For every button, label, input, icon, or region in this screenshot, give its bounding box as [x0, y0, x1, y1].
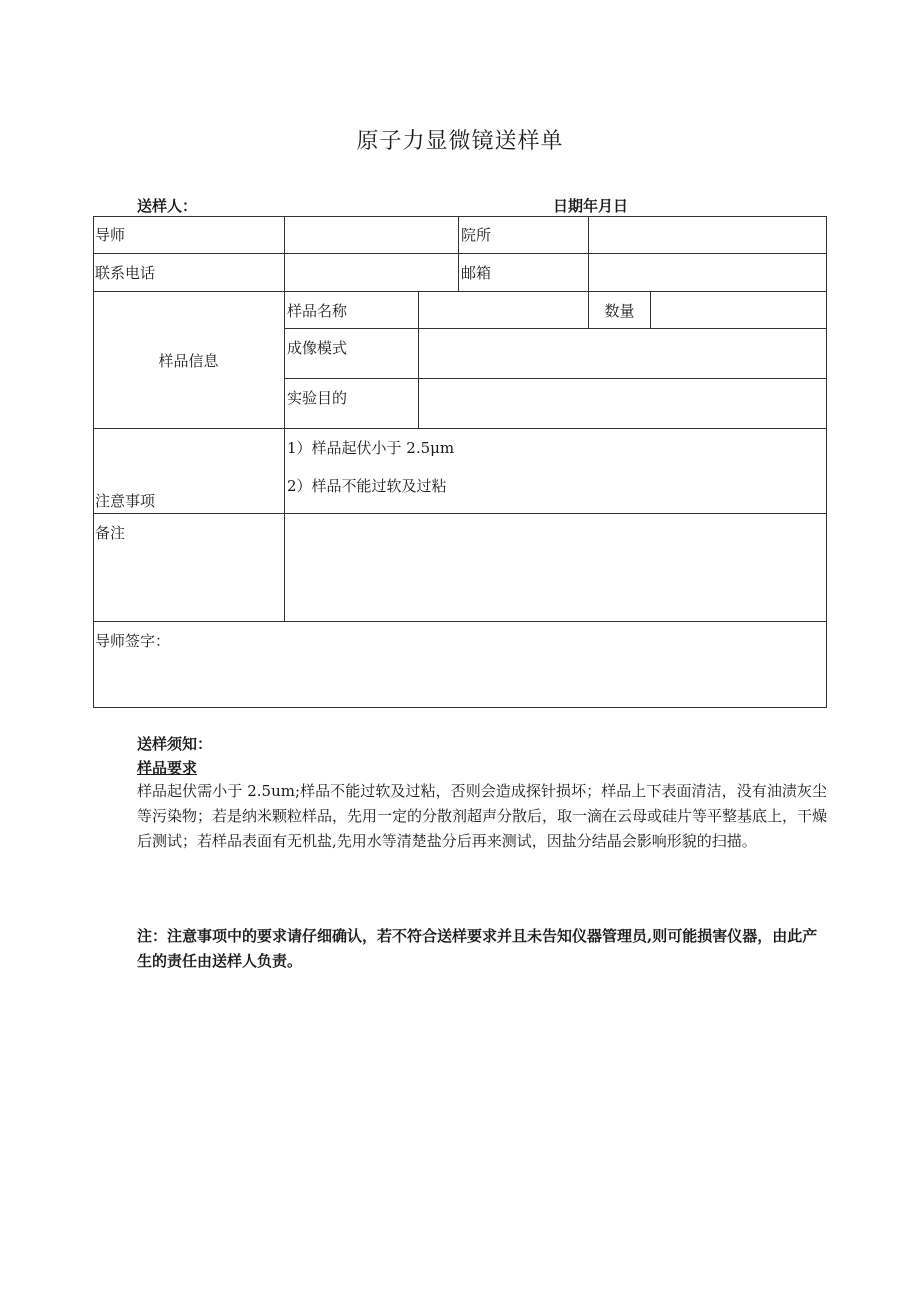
date-label: 日期年月日: [553, 197, 629, 215]
notice-title: 送样须知：: [137, 735, 213, 753]
purpose-field[interactable]: [419, 379, 827, 429]
notes-item: 1）样品起伏小于 2.5μm: [287, 439, 455, 457]
email-field[interactable]: [589, 254, 827, 292]
advisor-label: 导师: [93, 216, 285, 254]
notes-label: 注意事项: [95, 492, 156, 510]
advisor-field[interactable]: [285, 216, 459, 254]
phone-label: 联系电话: [93, 254, 285, 292]
quantity-label: 数量: [589, 292, 651, 329]
advisor-signature-field[interactable]: [93, 622, 827, 708]
page-title: 原子力显微镜送样单: [356, 129, 564, 154]
notes-item: 2）样品不能过软及过粘: [287, 477, 447, 495]
sender-label: 送样人：: [137, 197, 198, 215]
submission-form-table: [93, 216, 827, 708]
sample-name-label: 样品名称: [285, 292, 419, 329]
quantity-field[interactable]: [651, 292, 827, 329]
purpose-label: 实验目的: [285, 379, 419, 429]
remarks-field[interactable]: [285, 514, 827, 622]
sample-requirements-heading: 样品要求: [137, 759, 198, 777]
sample-info-label: 样品信息: [93, 292, 285, 429]
advisor-signature-label: 导师签字：: [95, 632, 171, 650]
sample-requirements-text: 样品起伏需小于 2.5um;样品不能过软及过粘，否则会造成探针损坏；样品上下表面清洁，没有油渍灰尘等污染物；若是纳米颗粒样品，先用一定的分散剂超声分散后，取一滴在云母或硅片等平整基底上，干燥后测试；若样品表面有无机盐,先用水等清楚盐分后再来测试，因盐分结晶会影响形貌的扫描。: [137, 782, 828, 850]
remarks-label: 备注: [93, 514, 285, 622]
institute-field[interactable]: [589, 216, 827, 254]
imaging-mode-field[interactable]: [419, 329, 827, 379]
liability-warning: 注：注意事项中的要求请仔细确认，若不符合送样要求并且未告知仪器管理员,则可能损害仪器，由此产生的责任由送样人负责。: [137, 927, 818, 970]
notes-content: [285, 429, 827, 514]
phone-field[interactable]: [285, 254, 459, 292]
sample-name-field[interactable]: [419, 292, 589, 329]
email-label: 邮箱: [459, 254, 589, 292]
institute-label: 院所: [459, 216, 589, 254]
imaging-mode-label: 成像模式: [285, 329, 419, 379]
notes-label-cell: [93, 429, 285, 514]
